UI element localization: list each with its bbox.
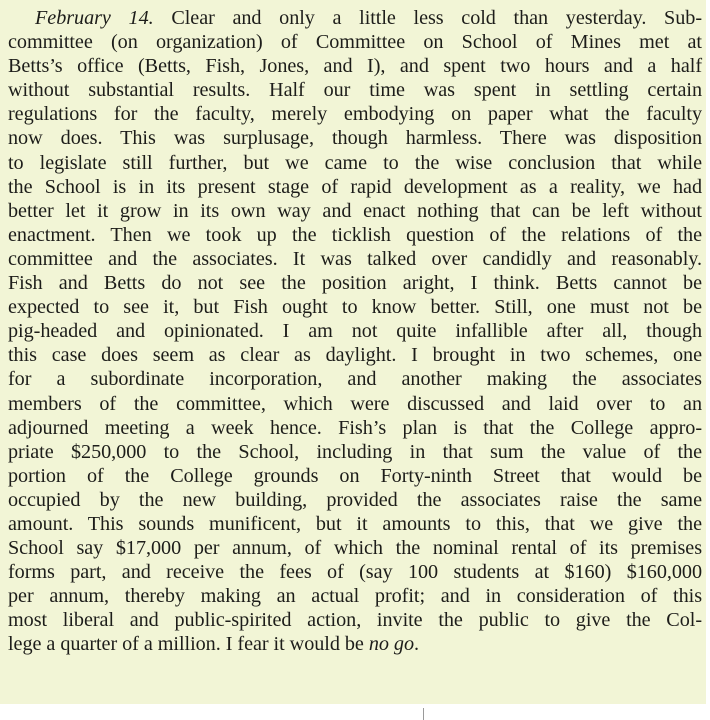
text-line: Betts’s office (Betts, Fish, Jones, and I), and spent two hours and a half <box>8 55 702 78</box>
text-line: occupied by the new building, provided the associates raise the same <box>8 488 702 511</box>
text-line: for a subordinate incorporation, and another making the associates <box>8 368 702 391</box>
text-line: now does. This was surplusage, though harmless. There was disposition <box>8 127 702 150</box>
text-line: regulations for the faculty, merely embodying on paper what the faculty <box>8 103 702 126</box>
text-line: amount. This sounds munificent, but it amounts to this, that we give the <box>8 512 702 535</box>
text-line: School say $17,000 per annum, of which the nominal rental of its premises <box>8 537 702 560</box>
emphasis: no go <box>368 633 415 656</box>
text-line: to legislate still further, but we came to the wise conclusion that while <box>8 151 702 174</box>
text-line: members of the committee, which were discussed and laid over to an <box>8 392 702 415</box>
scan-artifact <box>423 708 424 720</box>
text-line: pig-headed and opinionated. I am not quite infallible after all, though <box>8 320 702 343</box>
text-line: most liberal and public-spirited action, invite the public to give the Col- <box>8 609 702 632</box>
text-line: the School is in its present stage of rapid development as a reality, we had <box>8 175 702 198</box>
text-line: enactment. Then we took up the ticklish question of the relations of the <box>8 223 702 246</box>
text-line: portion of the College grounds on Forty-ninth Street that would be <box>8 464 702 487</box>
text-line: forms part, and receive the fees of (say 100 students at $160) $160,000 <box>8 561 702 584</box>
entry-date: February 14. <box>35 7 154 29</box>
text-line: committee (on organization) of Committee on School of Mines met at <box>8 31 702 54</box>
text-line: February 14. Clear and only a little less cold than yesterday. Sub- <box>35 7 702 29</box>
text-line: this case does seem as clear as daylight. I brought in two schemes, one <box>8 344 702 367</box>
text-line: expected to see it, but Fish ought to know better. Still, one must not be <box>8 296 702 319</box>
text-line: Fish and Betts do not see the position aright, I think. Betts cannot be <box>8 272 702 295</box>
text-line: lege a quarter of a million. I fear it would be no go. <box>8 633 420 656</box>
text-line: better let it grow in its own way and enact nothing that can be left without <box>8 199 702 222</box>
text-line: adjourned meeting a week hence. Fish’s plan is that the College appro- <box>8 416 702 439</box>
text-line: priate $250,000 to the School, including in that sum the value of the <box>8 440 702 463</box>
text-line: without substantial results. Half our time was spent in settling certain <box>8 79 702 102</box>
diary-entry <box>8 6 702 657</box>
text-line: per annum, thereby making an actual profit; and in consideration of this <box>8 585 702 608</box>
text-line: committee and the associates. It was talked over candidly and reasonably. <box>8 247 702 270</box>
